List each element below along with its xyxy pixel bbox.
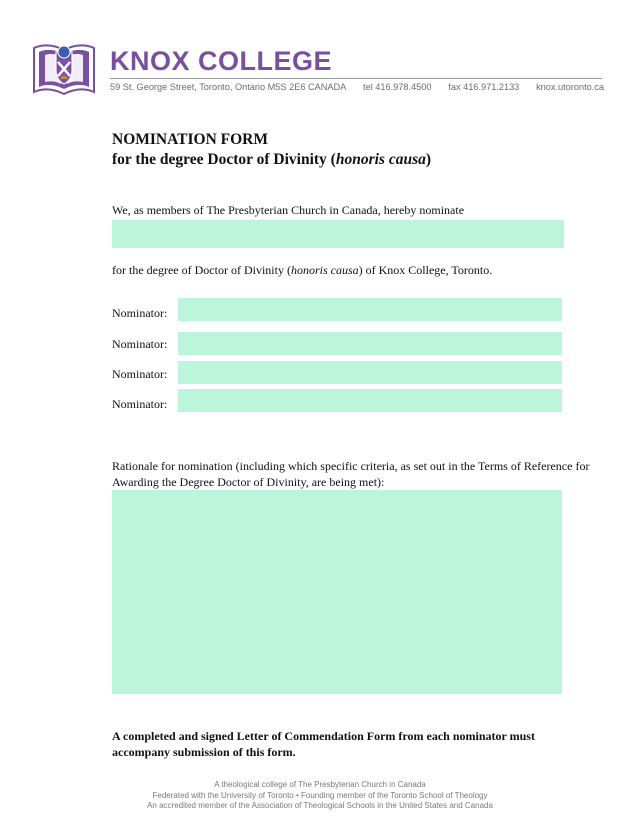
telephone: tel 416.978.4500 xyxy=(363,82,432,92)
rationale-label: Rationale for nomination (including which specific criteria, as set out in the Terms of Reference for Awarding the Degree Doctor of Divinity, are being met): xyxy=(112,459,590,489)
degree-statement: for the degree of Doctor of Divinity (honoris causa) of Knox College, Toronto. xyxy=(112,263,493,277)
college-crest-logo xyxy=(30,38,98,96)
contact-line xyxy=(110,82,604,92)
nominator-label-1: Nominator: xyxy=(112,306,168,320)
form-title-line1: NOMINATION FORM xyxy=(112,131,268,148)
nominator-field-1[interactable] xyxy=(178,298,562,321)
fax: fax 416.971.2133 xyxy=(448,82,520,92)
form-title xyxy=(112,130,431,170)
footer-line-1: A theological college of The Presbyterian Church in Canada xyxy=(214,780,426,789)
nominee-field[interactable] xyxy=(112,220,564,248)
form-title-line2: for the degree Doctor of Divinity (honoris causa) xyxy=(112,151,432,168)
nominate-statement: We, as members of The Presbyterian Church in Canada, hereby nominate xyxy=(112,203,465,217)
nominator-label-3: Nominator: xyxy=(112,367,168,381)
nominator-label-2: Nominator: xyxy=(112,337,168,351)
page-footer xyxy=(0,780,640,812)
nominator-field-4[interactable] xyxy=(178,389,562,412)
college-name: KNOX COLLEGE xyxy=(110,46,333,76)
address: 59 St. George Street, Toronto, Ontario M5S 2E6 CANADA xyxy=(110,82,347,92)
header-divider xyxy=(110,78,602,79)
nominator-field-2[interactable] xyxy=(178,332,562,355)
website-link[interactable]: knox.utoronto.ca xyxy=(536,82,604,92)
commendation-notice: A completed and signed Letter of Commendation Form from each nominator must accompany submission of this form. xyxy=(112,729,535,759)
footer-line-3: An accredited member of the Association of Theological Schools in the United States and Canada xyxy=(147,801,493,810)
nominator-field-3[interactable] xyxy=(178,361,562,384)
nominator-label-4: Nominator: xyxy=(112,397,168,411)
rationale-textarea[interactable] xyxy=(112,490,562,694)
footer-line-2: Federated with the University of Toronto • Founding member of the Toronto School of Theology xyxy=(152,790,488,800)
